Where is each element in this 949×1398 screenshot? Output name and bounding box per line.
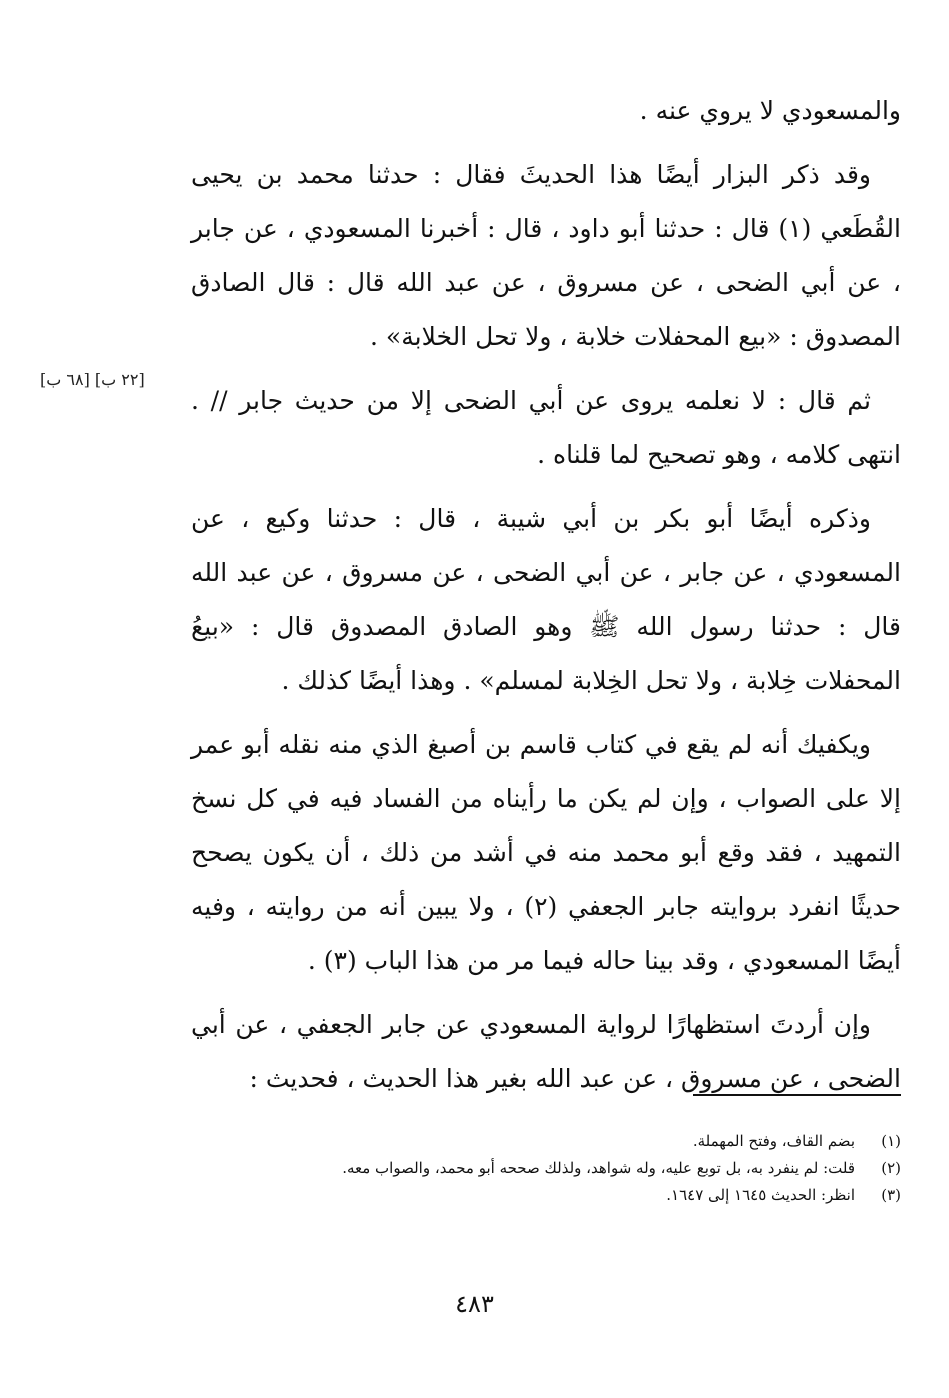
footnote-3 [101,1182,901,1209]
paragraph-2: وقد ذكر البزار أيضًا هذا الحديثَ فقال : حدثنا محمد بن يحيى القُطَعي (١) قال : حدثنا أبو داود ، قال : أخبرنا المسعودي ، عن جابر ، عن أبي الضحى ، عن مسروق ، عن عبد الله قال : قال الصادق المصدوق : «بيع المحفلات خلابة ، ولا تحل الخلابة» . [191,160,901,351]
paragraph-1: والمسعودي لا يروي عنه . [639,96,901,125]
footnote-number: (٢) [881,1159,901,1177]
footnote-1 [101,1128,901,1155]
paragraph-6: وإن أردتَ استظهارًا لرواية المسعودي عن جابر الجعفي ، عن أبي الضحى ، عن مسروق ، عن عبد الله بغير هذا الحديث ، فحديث : [191,1010,901,1093]
footnote-text: انظر: الحديث ١٦٤٥ إلى ١٦٤٧. [666,1186,855,1204]
page-number: ٤٨٣ [455,1290,494,1318]
footnote-text: قلت: لم ينفرد به، بل توبع عليه، وله شواهد، ولذلك صححه أبو محمد، والصواب معه. [342,1159,855,1177]
footnote-number: (٣) [881,1186,901,1204]
footnote-2 [101,1155,901,1182]
footnote-separator [693,1094,901,1096]
paragraph-4: وذكره أيضًا أبو بكر بن أبي شيبة ، قال : حدثنا وكيع ، عن المسعودي ، عن جابر ، عن أبي الضحى ، عن مسروق ، عن عبد الله قال : حدثنا رسول الله ﷺ وهو الصادق المصدوق قال : «بيعُ المحفلات خِلابة ، ولا تحل الخِلابة لمسلم» . وهذا أيضًا كذلك . [191,504,901,695]
main-text [191,84,901,1116]
paragraph-5: ويكفيك أنه لم يقع في كتاب قاسم بن أصبغ الذي منه نقله أبو عمر إلا على الصواب ، وإن لم يكن ما رأيناه من الفساد فيه في كل نسخ التمهيد ، فقد وقع أبو محمد منه في أشد من ذلك ، أن يكون يصحح حديثًا انفرد بروايته جابر الجعفي (٢) ، ولا يبين أنه من روايته ، وفيه أيضًا المسعودي ، وقد بينا حاله فيما مر من هذا الباب (٣) . [191,730,902,975]
footnote-number: (١) [881,1132,901,1150]
footnote-text: بضم القاف، وفتح المهملة. [692,1132,855,1150]
footnotes [101,1128,901,1209]
paragraph-3: ثم قال : لا نعلمه يروى عن أبي الضحى إلا من حديث جابر // . انتهى كلامه ، وهو تصحيح لما قلناه . [191,386,901,469]
manuscript-folio-note: [٢٢ ب] [٦٨ ب] [40,370,145,389]
